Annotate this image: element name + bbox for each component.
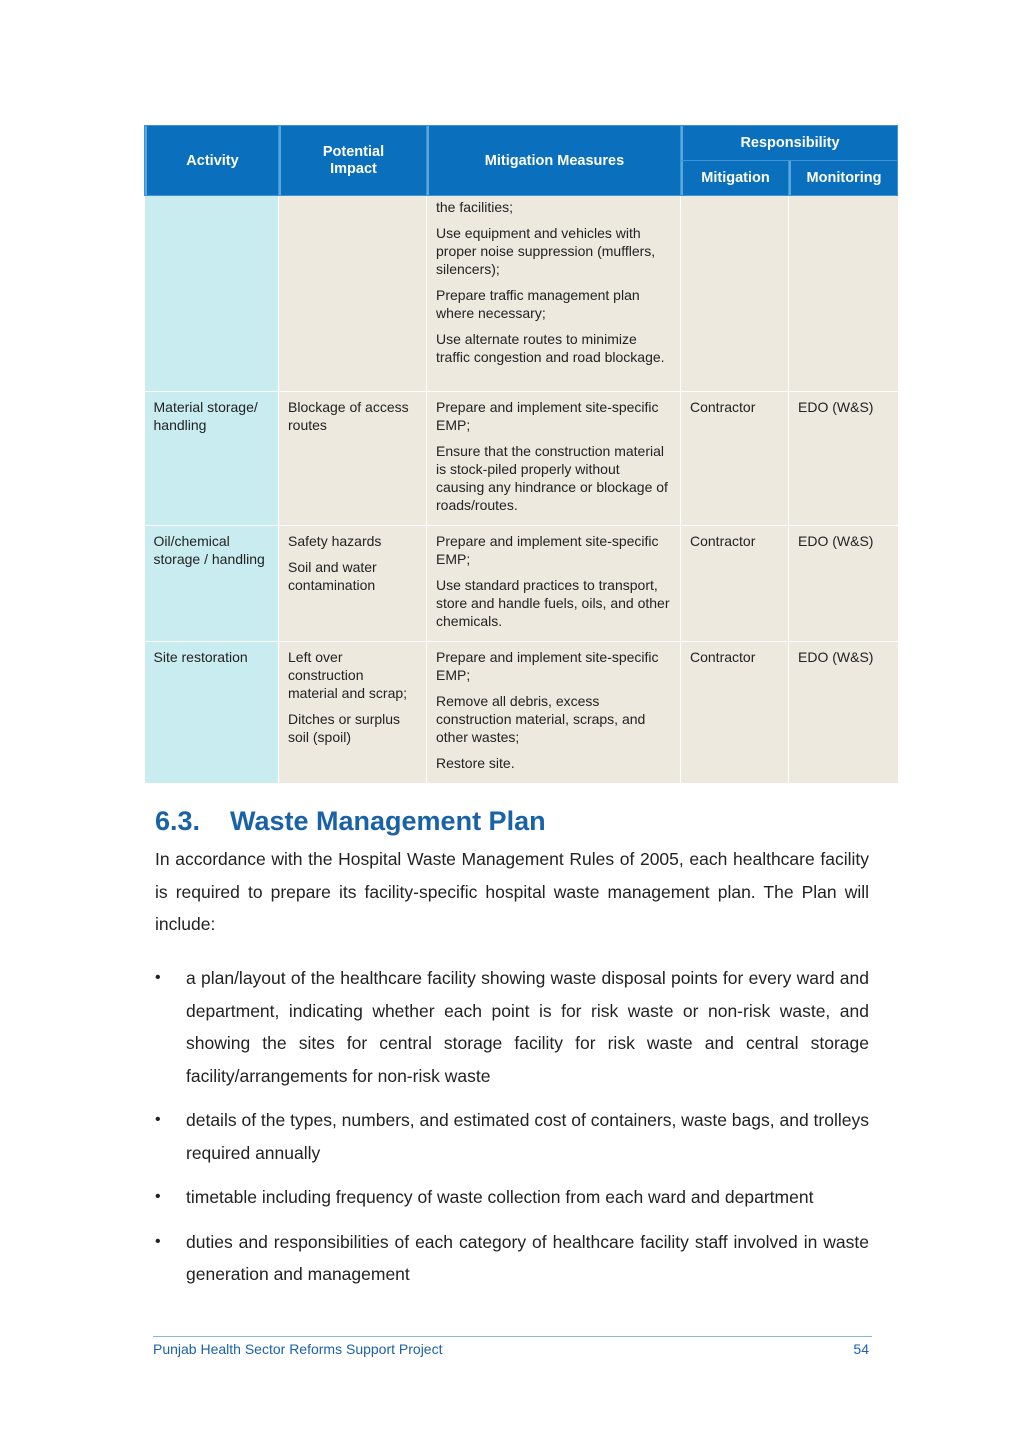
section-title: Waste Management Plan (230, 806, 546, 836)
measure-item: Prepare and implement site-specific EMP; (436, 649, 659, 683)
list-item (155, 1181, 869, 1214)
list-item (155, 1226, 869, 1291)
measure-item: Remove all debris, excess construction material, scraps, and other wastes; (436, 693, 646, 745)
bullet-icon: • (155, 969, 161, 986)
header-potential-impact: Potential Impact (279, 126, 427, 196)
table-row (145, 642, 898, 784)
page-number: 54 (853, 1341, 869, 1357)
measure-item: Prepare and implement site-specific EMP; (436, 533, 659, 567)
table-row (145, 526, 898, 642)
impact-cell (279, 642, 427, 784)
list-item (155, 1104, 869, 1169)
monitoring-responsibility-cell (789, 196, 898, 392)
mitigation-responsibility-cell: Contractor (681, 526, 789, 642)
mitigation-responsibility-cell (681, 196, 789, 392)
measures-cell (427, 392, 681, 526)
measures-cell (427, 642, 681, 784)
table-row (145, 392, 898, 526)
header-mitigation: Mitigation (681, 161, 789, 196)
measure-item: Prepare traffic management plan where necessary; (436, 287, 640, 321)
table-body (145, 196, 898, 784)
page-footer (153, 1336, 872, 1357)
impact-cell (279, 196, 427, 392)
monitoring-responsibility-cell: EDO (W&S) (789, 392, 898, 526)
list-item-text: a plan/layout of the healthcare facility showing waste disposal points for every ward and department, indicating whether each point is for risk waste or non-risk waste, and showing the sites for central storage facility for risk waste and central storage facility/arrangements for non-risk waste (186, 968, 869, 1086)
mitigation-responsibility-cell: Contractor (681, 392, 789, 526)
intro-paragraph: In accordance with the Hospital Waste Management Rules of 2005, each healthcare facility is required to prepare its facility-specific hospital waste management plan. The Plan will include: (155, 849, 869, 934)
header-responsibility: Responsibility (681, 126, 898, 161)
footer-project-name: Punjab Health Sector Reforms Support Project (153, 1341, 443, 1357)
list-item-text: timetable including frequency of waste collection from each ward and department (186, 1187, 814, 1207)
list-item-text: details of the types, numbers, and estimated cost of containers, waste bags, and trolleys required annually (186, 1110, 869, 1163)
header-activity: Activity (145, 126, 279, 196)
impact-item: Safety hazards (288, 533, 382, 549)
measure-item: Prepare and implement site-specific EMP; (436, 399, 659, 433)
list-item-text: duties and responsibilities of each category of healthcare facility staff involved in waste generation and management (186, 1231, 869, 1284)
activity-cell: Material storage/ handling (145, 392, 279, 526)
measure-item: Restore site. (436, 755, 515, 771)
measure-item: Ensure that the construction material is stock-piled properly without causing any hindrance or blockage of roads/routes. (436, 443, 668, 513)
section-heading (155, 806, 546, 837)
table-row (145, 196, 898, 392)
measure-item: the facilities; (436, 199, 514, 215)
impact-item: Blockage of access routes (288, 399, 409, 433)
activity-cell (145, 196, 279, 392)
impact-item: Ditches or surplus soil (spoil) (288, 711, 401, 745)
monitoring-responsibility-cell: EDO (W&S) (789, 526, 898, 642)
bullet-list (155, 962, 869, 1303)
impact-item: Soil and water contamination (288, 559, 377, 593)
impact-cell (279, 392, 427, 526)
impact-cell (279, 526, 427, 642)
measures-cell (427, 196, 681, 392)
section-number: 6.3. (155, 806, 201, 836)
measure-item: Use standard practices to transport, store and handle fuels, oils, and other chemicals. (436, 577, 670, 629)
measure-item: Use alternate routes to minimize traffic congestion and road blockage. (436, 331, 665, 365)
activity-cell: Oil/chemical storage / handling (145, 526, 279, 642)
bullet-icon: • (155, 1188, 161, 1205)
header-mitigation-measures: Mitigation Measures (427, 126, 681, 196)
measure-item: Use equipment and vehicles with proper noise suppression (mufflers, silencers); (436, 225, 656, 277)
bullet-icon: • (155, 1111, 161, 1128)
measures-cell (427, 526, 681, 642)
monitoring-responsibility-cell: EDO (W&S) (789, 642, 898, 784)
emp-table (144, 125, 898, 784)
impact-item: Left over construction material and scrap; (288, 649, 408, 701)
header-monitoring: Monitoring (789, 161, 898, 196)
activity-cell: Site restoration (145, 642, 279, 784)
list-item (155, 962, 869, 1092)
bullet-icon: • (155, 1232, 161, 1250)
mitigation-responsibility-cell: Contractor (681, 642, 789, 784)
